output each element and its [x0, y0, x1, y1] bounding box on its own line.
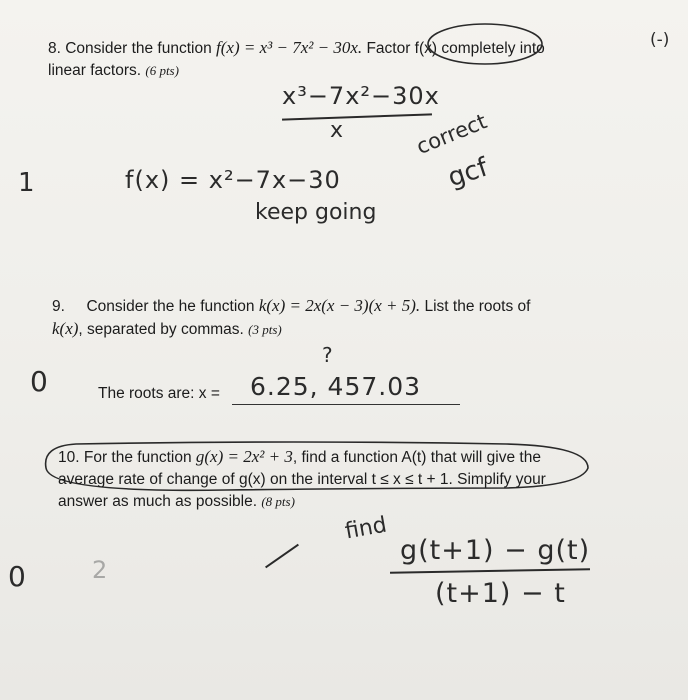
q10-work-label: find	[343, 512, 389, 545]
q8-work-numerator: x³−7x²−30x	[282, 82, 440, 110]
q8-score: 1	[18, 168, 35, 198]
q8-factor-text: Factor f(x) completely into	[366, 40, 545, 57]
q9-line2-text: , separated by commas.	[78, 321, 244, 338]
q9-text: Consider the he function	[86, 298, 259, 315]
q8-paren: (-)	[650, 30, 670, 50]
q8-note-keep-going: keep going	[255, 200, 377, 225]
q10-score: 0	[8, 560, 26, 593]
q10-points: (8 pts)	[261, 494, 295, 509]
q9-number: 9.	[52, 298, 65, 315]
q8-points: (6 pts)	[145, 63, 179, 78]
q9-answer-line	[232, 404, 460, 405]
q8-line2-text: linear factors.	[48, 62, 142, 79]
q10-line3	[58, 491, 295, 512]
q9-question-mark: ?	[322, 343, 333, 367]
q10-line1-rest: , find a function A(t) that will give the	[292, 449, 541, 466]
q8-note-correct: correct	[413, 109, 491, 159]
q9-line2-func: k(x)	[52, 319, 79, 338]
q9-points: (3 pts)	[248, 322, 282, 337]
q10-line1	[58, 446, 541, 468]
q8-function: f(x) = x³ − 7x² − 30x.	[216, 38, 363, 57]
q10-line2: average rate of change of g(x) on the interval t ≤ x ≤ t + 1. Simplify your	[58, 471, 546, 488]
q10-line1-text: For the function	[83, 449, 196, 466]
q10-score-faint: 2	[92, 556, 108, 584]
q8-line2	[48, 60, 179, 81]
q9-roots-label: The roots are: x =	[98, 385, 220, 402]
q10-line3-text: answer as much as possible.	[58, 493, 258, 510]
q9-line2	[52, 318, 282, 340]
q9-score: 0	[30, 365, 48, 398]
q9-answer: 6.25, 457.03	[250, 372, 422, 401]
q8-work-fraction-bar	[282, 113, 432, 120]
q10-work-denominator: (t+1) − t	[435, 578, 566, 609]
q8-work-denominator: x	[330, 118, 344, 143]
q9-line1	[52, 295, 530, 317]
q9-text-after: List the roots of	[420, 298, 531, 315]
q10-stroke-mark	[265, 544, 299, 569]
q9-function: k(x) = 2x(x − 3)(x + 5).	[258, 296, 421, 315]
q10-work-fraction-bar	[390, 568, 590, 573]
q10-function: g(x) = 2x² + 3	[195, 447, 293, 466]
q8-note-gcf: gcf	[444, 152, 492, 194]
q8-work-quotient: f(x) = x²−7x−30	[125, 166, 341, 194]
q10-number: 10.	[58, 449, 80, 466]
q8-factor-circle	[425, 20, 545, 68]
q8-line1-prefix: 8. Consider the function	[48, 40, 217, 57]
q10-work-numerator: g(t+1) − g(t)	[400, 535, 591, 566]
